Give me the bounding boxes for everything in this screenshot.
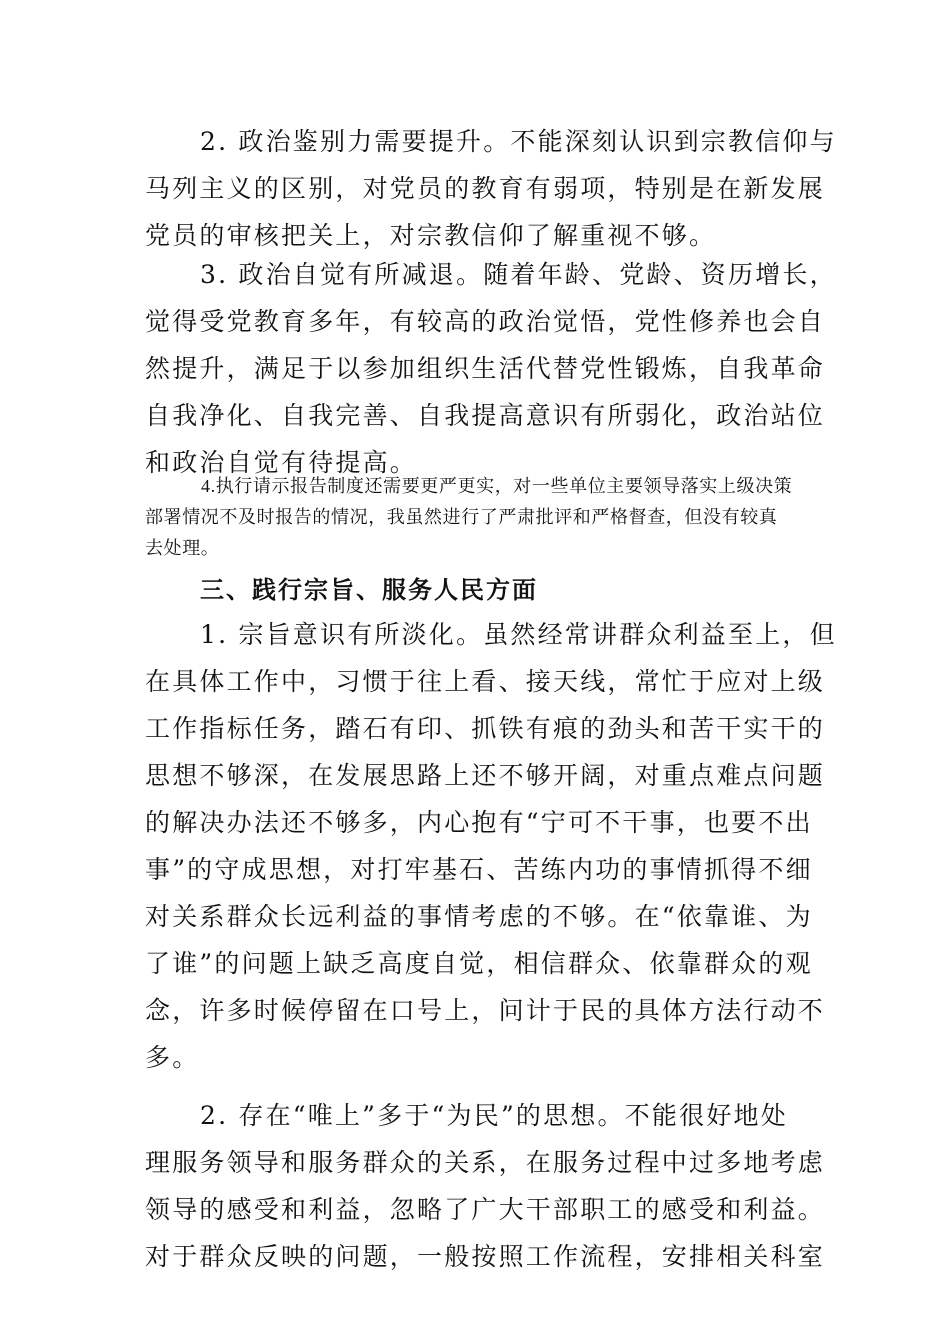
text-line: 工作指标任务，踏石有印、抓铁有痕的劲头和苦干实干的: [145, 714, 826, 743]
text-line: 了谁”的问题上缺乏高度自觉，相信群众、依靠群众的观: [145, 949, 813, 978]
text-line: 4.执行请示报告制度还需要更严更实，对一些单位主要领导落实上级决策: [201, 476, 793, 496]
paragraph-political-consciousness: [145, 251, 837, 486]
text-line: 去处理。: [145, 538, 220, 558]
text-line: 和政治自觉有待提高。: [145, 448, 418, 477]
text-line: 的解决办法还不够多，内心抱有“宁可不干事，也要不出: [145, 808, 813, 837]
text-line: 然提升，满足于以参加组织生活代替党性锻炼，自我革命: [145, 354, 826, 383]
text-line: 马列主义的区别，对党员的教育有弱项，特别是在新发展: [145, 174, 826, 203]
paragraph-reporting-system: [145, 471, 810, 564]
text-line: 领导的感受和利益，忽略了广大干部职工的感受和利益。: [145, 1195, 826, 1224]
text-line: 念，许多时候停留在口号上，问计于民的具体方法行动不: [145, 996, 826, 1025]
text-line: 事”的守成思想，对打牢基石、苦练内功的事情抓得不细: [145, 855, 813, 884]
text-line: 2. 存在“唯上”多于“为民”的思想。不能很好地处: [200, 1101, 788, 1130]
paragraph-political-discernment: [145, 118, 837, 259]
text-line: 理服务领导和服务群众的关系，在服务过程中过多地考虑: [145, 1148, 826, 1177]
text-line: 自我净化、自我完善、自我提高意识有所弱化，政治站位: [145, 401, 826, 430]
text-line: 1. 宗旨意识有所淡化。虽然经常讲群众利益至上，但: [200, 620, 837, 649]
text-line: 2. 政治鉴别力需要提升。不能深刻认识到宗教信仰与: [200, 127, 837, 156]
paragraph-purpose-awareness: [145, 611, 837, 1081]
text-line: 多。: [145, 1043, 200, 1072]
text-line: 对于群众反映的问题，一般按照工作流程，安排相关科室: [145, 1242, 826, 1271]
text-line: 党员的审核把关上，对宗教信仰了解重视不够。: [145, 221, 717, 250]
section-heading: 三、践行宗旨、服务人民方面: [200, 576, 538, 604]
paragraph-superiors-vs-people: [145, 1092, 826, 1280]
text-line: 觉得受党教育多年，有较高的政治觉悟，党性修养也会自: [145, 307, 826, 336]
text-line: 思想不够深，在发展思路上还不够开阔，对重点难点问题: [145, 761, 826, 790]
text-line: 在具体工作中，习惯于往上看、接天线，常忙于应对上级: [145, 667, 826, 696]
text-line: 对关系群众长远利益的事情考虑的不够。在“依靠谁、为: [145, 902, 813, 931]
text-line: 部署情况不及时报告的情况，我虽然进行了严肃批评和严格督查，但没有较真: [145, 507, 778, 527]
text-line: 3. 政治自觉有所减退。随着年龄、党龄、资历增长，: [200, 260, 837, 289]
